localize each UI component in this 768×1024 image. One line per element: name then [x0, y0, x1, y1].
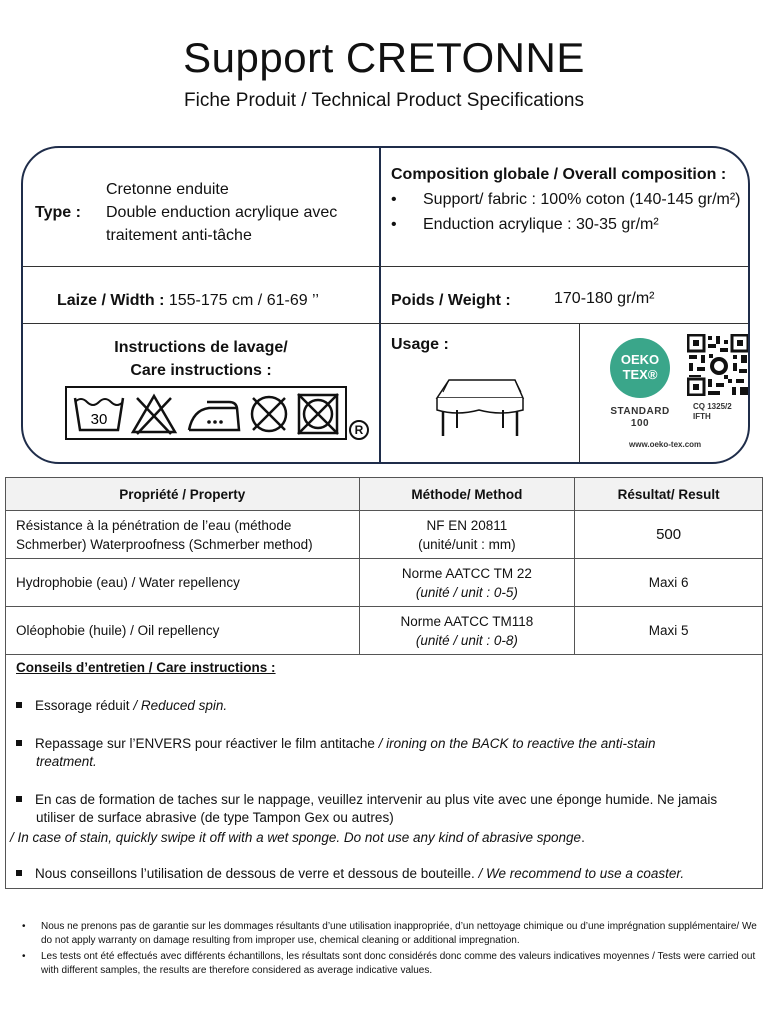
care-tip	[16, 697, 756, 715]
oeko-tex-logo	[610, 338, 670, 398]
tip-text-en: treatment.	[36, 754, 97, 769]
footnote: • Les tests ont été effectués avec différents échantillons, les résultats sont donc considérés donc comme des valeurs indicatives moyennes / Tests were carried out with different samples, the results are therefore considered as average indicative values.	[22, 950, 757, 977]
method-name: Norme AATCC TM118	[400, 613, 534, 629]
weight-label: Poids / Weight :	[391, 292, 511, 309]
properties-table	[5, 477, 763, 655]
iron-medium-icon	[185, 392, 243, 436]
column-header: Méthode/ Method	[359, 478, 575, 511]
method-unit	[360, 631, 575, 650]
method-unit	[360, 583, 575, 602]
bullet-icon	[16, 740, 22, 746]
tip-text-fr: En cas de formation de taches sur le nappage, veuillez intervenir au plus vite avec une éponge humide. Ne jamais	[35, 792, 718, 807]
type-description	[106, 178, 337, 247]
divider	[579, 324, 580, 464]
care-tip	[16, 865, 756, 883]
table-row	[6, 559, 763, 607]
composition-item: • Support/ fabric : 100% coton (140-145 gr/m²)	[391, 188, 746, 211]
method-unit-text: (unité / unit : 0-8)	[415, 632, 518, 648]
care-title-fr: Instructions de lavage/	[114, 339, 288, 356]
care-title	[23, 336, 379, 382]
usage-label: Usage :	[391, 336, 449, 353]
qr-code-icon	[687, 334, 749, 396]
care-advice-title: Conseils d’entretien / Care instructions :	[16, 660, 276, 675]
result-cell: 500	[575, 511, 763, 559]
oeko-logo-text: OEKO	[620, 352, 660, 367]
type-line: Double enduction acrylique avec	[106, 204, 338, 221]
care-title-en: Care instructions :	[130, 362, 272, 379]
oeko-standard	[607, 406, 673, 430]
method-cell	[359, 607, 575, 655]
spec-box	[21, 146, 750, 464]
property-cell: Résistance à la pénétration de l’eau (méthode Schmerber) Waterproofness (Schmerber method)	[6, 511, 360, 559]
column-header: Résultat/ Result	[575, 478, 763, 511]
method-name: NF EN 20811	[426, 517, 508, 533]
bullet-icon	[16, 796, 22, 802]
table-icon	[427, 370, 527, 442]
oeko-standard-num: 100	[630, 418, 650, 429]
page-title: Support CRETONNE	[183, 34, 585, 81]
bullet-icon	[16, 702, 22, 708]
no-bleach-icon	[129, 392, 179, 436]
tip-text-en: / We recommend to use a coaster.	[478, 866, 685, 881]
type-label: Type :	[35, 204, 81, 221]
method-cell	[359, 559, 575, 607]
composition-item: • Enduction acrylique : 30-35 gr/m²	[391, 213, 746, 236]
weight-value: 170-180 gr/m²	[554, 290, 655, 307]
width-value: 155-175 cm / 61-69 ’’	[168, 292, 319, 309]
care-tip	[16, 791, 756, 827]
oeko-certificate	[693, 402, 750, 422]
type-line: traitement anti-tâche	[106, 227, 252, 244]
result-cell: Maxi 6	[575, 559, 763, 607]
tip-text-fr: utiliser de surface abrasive (de type Tampon Gex ou autres)	[36, 810, 394, 825]
method-name: Norme AATCC TM 22	[401, 565, 532, 581]
method-unit-text: (unité / unit : 0-5)	[415, 584, 518, 600]
oeko-logo-text: TEX®	[622, 367, 658, 382]
divider	[23, 266, 750, 267]
tip-text-en: / ironing on the BACK to reactive the anti-stain	[378, 736, 656, 751]
property-cell: Hydrophobie (eau) / Water repellency	[6, 559, 360, 607]
footnote: • Nous ne prenons pas de garantie sur les dommages résultants d’une utilisation inappropriée, d’un nettoyage chimique ou d’une imprégnation supplémentaire/ We do not apply warranty on damage resulting from improper use, chemical cleaning or additional impregnation.	[22, 920, 757, 947]
method-unit: (unité/unit : mm)	[418, 536, 516, 552]
tip-text-fr: Essorage réduit	[35, 698, 134, 713]
bullet-icon	[16, 870, 22, 876]
result-cell: Maxi 5	[575, 607, 763, 655]
registered-mark: R	[349, 420, 369, 440]
no-dry-clean-icon	[247, 392, 291, 436]
table-header-row	[6, 478, 763, 511]
tip-text-en: / In case of stain, quickly swipe it off with a wet sponge. Do not use any kind of abrasive sponge	[10, 830, 582, 845]
wash-temp-text: 30	[90, 411, 108, 428]
oeko-tex-label	[607, 334, 747, 460]
divider	[379, 148, 381, 464]
tip-text-end: .	[581, 830, 585, 845]
type-line: Cretonne enduite	[106, 181, 229, 198]
width-row	[57, 292, 319, 310]
oeko-standard-text: STANDARD	[610, 406, 670, 417]
composition-title: Composition globale / Overall composition :	[391, 166, 727, 183]
divider	[23, 323, 750, 324]
tip-text-en: / Reduced spin.	[133, 698, 228, 713]
care-tip	[16, 735, 756, 771]
method-cell	[359, 511, 575, 559]
no-tumble-dry-icon	[295, 392, 341, 436]
tip-text-fr: Nous conseillons l’utilisation de dessous de verre et dessous de bouteille.	[35, 866, 479, 881]
care-advice-box	[5, 654, 763, 889]
oeko-url: www.oeko-tex.com	[629, 440, 702, 449]
column-header: Propriété / Property	[6, 478, 360, 511]
table-row	[6, 607, 763, 655]
table-row	[6, 511, 763, 559]
tip-text-fr: Repassage sur l’ENVERS pour réactiver le film antitache	[35, 736, 379, 751]
property-cell: Oléophobie (huile) / Oil repellency	[6, 607, 360, 655]
oeko-code-text: CQ 1325/2	[693, 402, 732, 411]
wash-30-icon	[71, 392, 127, 436]
width-label: Laize / Width :	[57, 292, 165, 309]
composition-list	[391, 188, 746, 238]
oeko-code-text: IFTH	[693, 412, 711, 421]
care-symbols	[65, 386, 347, 440]
care-tip-translation	[10, 829, 750, 847]
page-subtitle: Fiche Produit / Technical Product Specifications	[184, 90, 584, 111]
footnotes	[22, 920, 757, 980]
